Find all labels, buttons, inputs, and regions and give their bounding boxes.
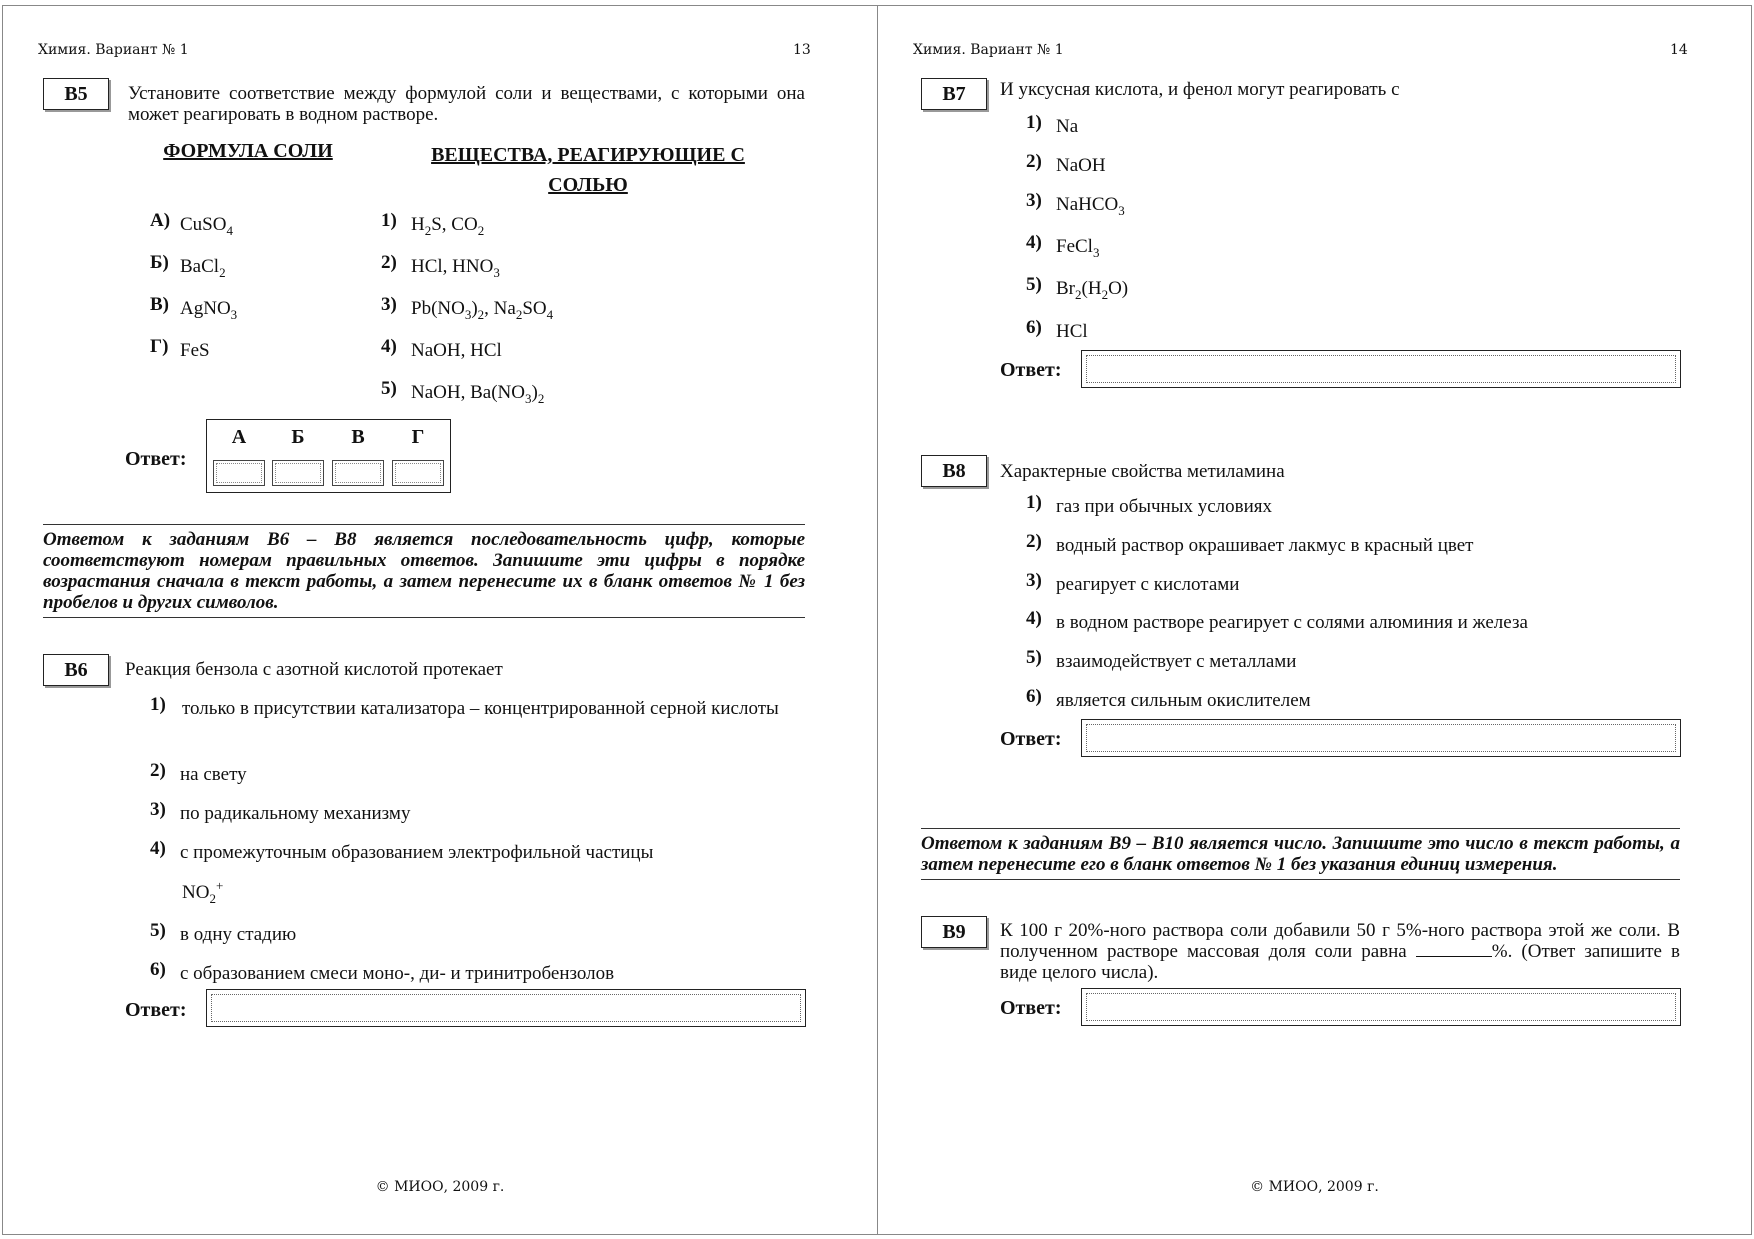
option-key: 2) (1026, 531, 1042, 552)
option-text: Na (1056, 116, 1079, 137)
b8-option-4 (1026, 608, 1528, 634)
option-key: 2) (381, 252, 397, 273)
b6-option-4 (150, 838, 654, 864)
option-text: водный раствор окрашивает лакмус в красный цвет (1056, 535, 1474, 556)
salt-formula: FeS (180, 340, 210, 361)
option-text: является сильным окислителем (1056, 690, 1311, 711)
b8-option-2 (1026, 531, 1474, 557)
option-key: 1) (1026, 112, 1042, 133)
b6-option-4-particle: $NO_2^+$ (182, 878, 224, 906)
reagent-4 (381, 336, 502, 362)
option-text: FeCl$_3$ (1056, 236, 1100, 260)
answer-table-b5 (206, 419, 451, 493)
question-text-b9 (1000, 920, 1680, 983)
option-text: на свету (180, 764, 247, 785)
option-key: 6) (1026, 686, 1042, 707)
column-title-salt: ФОРМУЛА СОЛИ (163, 140, 333, 162)
option-text: $Br_2(H_2O)$ (1056, 278, 1129, 302)
b8-option-1 (1026, 492, 1273, 518)
option-key: 3) (381, 294, 397, 315)
b6-option-1 (150, 694, 805, 724)
salt-b (150, 252, 226, 281)
b7-option-2 (1026, 151, 1106, 177)
option-key: 4) (381, 336, 397, 357)
reagent-formula: HCl, $HNO_3$ (411, 256, 500, 280)
option-key: 1) (381, 210, 397, 231)
b9-text-part1: К 100 г 20%-ного раствора соли добавили 50 г 5%-ного раствора этой же соли. В полученном растворе массовая доля соли равна (1000, 920, 1680, 962)
option-key: 1) (150, 694, 166, 715)
answer-label-b7: Ответ: (1000, 359, 1062, 381)
header-title: Химия. Вариант № 1 (38, 42, 189, 58)
answer-label-b5: Ответ: (125, 448, 187, 470)
option-text: NaOH (1056, 155, 1106, 176)
salt-formula: BaCl$_2$ (180, 256, 226, 280)
question-text-b8: Характерные свойства метиламина (1000, 461, 1285, 482)
answer-box-b6[interactable] (206, 989, 806, 1027)
b9-blank (1416, 956, 1492, 957)
option-key: Г) (150, 336, 169, 357)
option-text: в водном растворе реагирует с солями алюминия и железа (1056, 612, 1528, 633)
option-text: газ при обычных условиях (1056, 496, 1273, 517)
option-key: 3) (1026, 190, 1042, 211)
answer-col-v: В (351, 426, 365, 448)
option-key: 6) (1026, 317, 1042, 338)
option-key: 4) (1026, 608, 1042, 629)
column-title-reagents: ВЕЩЕСТВА, РЕАГИРУЮЩИЕ С СОЛЬЮ (431, 144, 745, 196)
option-key: 5) (1026, 274, 1042, 295)
option-key: 4) (150, 838, 166, 859)
option-key: 3) (150, 799, 166, 820)
b8-option-3 (1026, 570, 1240, 596)
option-key: 6) (150, 959, 166, 980)
question-label-b6: В6 (43, 654, 109, 686)
option-text: HCl (1056, 321, 1088, 342)
option-text: взаимодействует с металлами (1056, 651, 1297, 672)
instruction-b6-b8: Ответом к заданиям В6 – В8 является последовательность цифр, которые соответствуют номерам правильных ответов. Запишите эти цифры в порядке возрастания сначала в текст работы, а затем перенесите их в бланк ответов № 1 без пробелов и других символов. (43, 524, 805, 618)
option-text: с образованием смеси моно-, ди- и тринитробензолов (180, 963, 615, 984)
reagent-1 (381, 210, 485, 239)
salt-v (150, 294, 238, 323)
b7-option-6 (1026, 317, 1088, 343)
instruction-b9-b10: Ответом к заданиям В9 – В10 является число. Запишите это число в текст работы, а затем перенесите его в бланк ответов № 1 без указания единиц измерения. (921, 828, 1680, 880)
salt-g (150, 336, 210, 362)
b7-option-1 (1026, 112, 1079, 138)
question-text-b7: И уксусная кислота, и фенол могут реагировать с (1000, 79, 1400, 100)
option-text: в одну стадию (180, 924, 297, 945)
question-label-b9: В9 (921, 916, 987, 948)
answer-cell-g[interactable] (392, 460, 444, 486)
answer-label-b9: Ответ: (1000, 997, 1062, 1019)
answer-col-g: Г (411, 426, 425, 448)
answer-label-b8: Ответ: (1000, 728, 1062, 750)
footer: © МИОО, 2009 г. (1250, 1179, 1379, 1195)
option-key: 5) (381, 378, 397, 399)
question-text-b5: Установите соответствие между формулой соли и веществами, с которыми она может реагировать в водном растворе. (128, 83, 805, 125)
b6-option-6 (150, 959, 615, 985)
footer: © МИОО, 2009 г. (375, 1179, 505, 1195)
option-key: 5) (1026, 647, 1042, 668)
option-key: В) (150, 294, 169, 315)
answer-label-b6: Ответ: (125, 999, 187, 1021)
question-label-b8: В8 (921, 455, 987, 487)
reagent-3 (381, 294, 554, 323)
page-14 (877, 5, 1752, 1235)
option-key: 2) (150, 760, 166, 781)
option-key: 1) (1026, 492, 1042, 513)
reagent-formula: $Pb(NO_3)_2$, $Na_2SO_4$ (411, 298, 554, 322)
answer-col-a: А (231, 426, 247, 448)
option-text: с промежуточным образованием электрофильной частицы (180, 842, 654, 863)
reagent-formula: NaOH, HCl (411, 340, 502, 361)
question-text-b6: Реакция бензола с азотной кислотой протекает (125, 659, 503, 680)
option-key: 5) (150, 920, 166, 941)
b8-option-6 (1026, 686, 1311, 712)
b6-option-3 (150, 799, 411, 825)
page-number: 14 (1670, 42, 1688, 58)
b7-option-5 (1026, 274, 1129, 303)
question-label-b7: В7 (921, 78, 987, 110)
option-key: Б) (150, 252, 169, 273)
option-text: только в присутствии катализатора – концентрированной серной кислоты (182, 698, 779, 719)
page-number: 13 (793, 42, 811, 58)
reagent-formula: $H_2S$, $CO_2$ (411, 214, 485, 238)
question-label-b5: В5 (43, 78, 109, 110)
answer-box-b9[interactable] (1081, 988, 1681, 1026)
b6-option-5 (150, 920, 297, 946)
option-key: 4) (1026, 232, 1042, 253)
b6-option-2 (150, 760, 247, 786)
answer-cell-v[interactable] (332, 460, 384, 486)
reagent-formula: NaOH, $Ba(NO_3)_2$ (411, 382, 545, 406)
b9-text-part2: %. (Ответ запишите в виде целого числа). (1000, 941, 1681, 983)
header-title: Химия. Вариант № 1 (913, 42, 1064, 58)
salt-formula: CuSO$_4$ (180, 214, 233, 238)
answer-box-b8[interactable] (1081, 719, 1681, 757)
option-text: по радикальному механизму (180, 803, 411, 824)
b7-option-4 (1026, 232, 1100, 261)
salt-a (150, 210, 233, 239)
salt-formula: AgNO$_3$ (180, 298, 238, 322)
page-13 (2, 5, 878, 1235)
answer-col-b: Б (291, 426, 305, 448)
reagent-5 (381, 378, 545, 407)
option-key: А) (150, 210, 171, 231)
b8-option-5 (1026, 647, 1297, 673)
option-text: NaHCO$_3$ (1056, 194, 1125, 218)
option-key: 2) (1026, 151, 1042, 172)
option-key: 3) (1026, 570, 1042, 591)
b7-option-3 (1026, 190, 1125, 219)
option-text: реагирует с кислотами (1056, 574, 1240, 595)
answer-box-b7[interactable] (1081, 350, 1681, 388)
answer-cell-a[interactable] (213, 460, 265, 486)
reagent-2 (381, 252, 500, 281)
answer-cell-b[interactable] (272, 460, 324, 486)
